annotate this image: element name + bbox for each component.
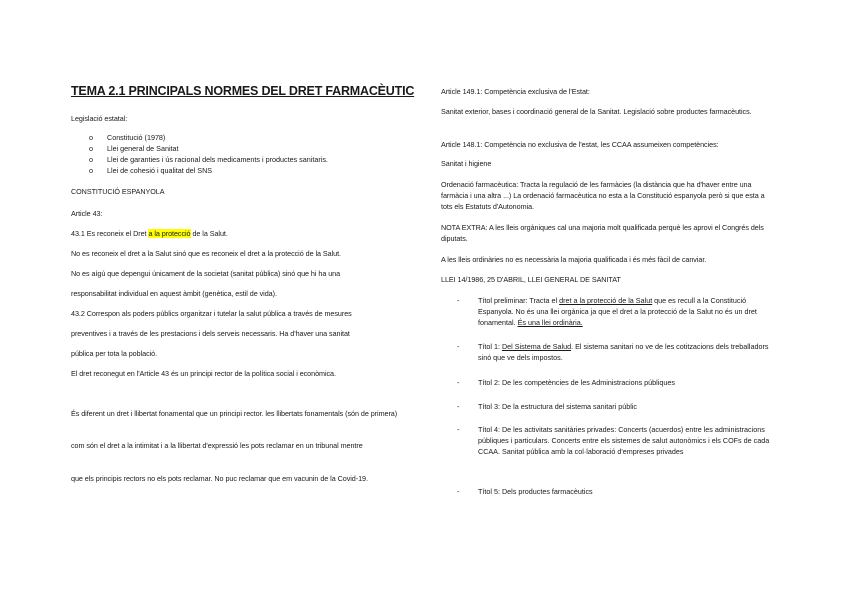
paragraph-43-1: 43.1 Es reconeix el Dret a la protecció de la Salut. [71,229,228,238]
llei-heading: LLEI 14/1986, 25 D'ABRIL, LLEI GENERAL DE SANITAT [441,275,621,284]
text-line: Sanitat i higiene [441,159,492,168]
bullet-icon: o [89,166,93,175]
text-line: pública per tota la població. [71,349,158,358]
bullet-icon: o [89,144,93,153]
dash-icon: - [457,402,460,411]
dash-icon: - [457,296,460,305]
article-148-heading: Article 148.1: Competència no exclusiva de l'estat, les CCAA assumeixen competències: [441,140,719,149]
list-item: o Llei de garanties i ús racional dels medicaments i productes sanitaris. [89,155,328,164]
text-line: No es reconeix el dret a la Salut sinó que es reconeix el dret a la protecció de la Salut. [71,249,341,258]
list-item: o Constitució (1978) [89,133,166,142]
bullet-icon: o [89,155,93,164]
legislation-list [89,132,328,176]
text-paragraph: Sanitat exterior, bases i coordinació general de la Sanitat. Legislació sobre productes farmacèutics. [441,107,752,116]
text-line: El dret reconegut en l'Article 43 és un principi rector de la política social i econòmica. [71,369,336,378]
dash-icon: - [457,378,460,387]
dash-icon: - [457,487,460,496]
text-paragraph: que els principis rectors no els pots reclamar. No puc reclamar que em vacunin de la Covid-19. [71,474,368,483]
text-line: preventives i a través de les prestacions i dels serveis necessaris. Ha d'haver una sanitat [71,329,350,338]
text-paragraph: És diferent un dret i llibertat fonamental que un principi rector. les llibertats fonamentals (són de primera) [71,409,398,418]
dash-icon: - [457,425,460,434]
nota-extra: NOTA EXTRA: A les lleis orgàniques cal una majoria molt qualificada perquè les aprovi el Congrés dels diputats. [441,223,764,243]
list-item: o Llei general de Sanitat [89,144,179,153]
text-line: responsabilitat individual en aquest àmbit (genètica, estil de vida). [71,289,277,298]
text-paragraph: Ordenació farmacèutica: Tracta la regulació de les farmàcies (la distància que ha d'haver entre una farmàcia i una altra ...) La ordenació farmacèutica no esta a la Constitució espanyola però si que esta a tots els Estatuts d'Autonomia. [441,180,765,211]
page-title: TEMA 2.1 PRINCIPALS NORMES DEL DRET FARMACÈUTIC [71,84,415,98]
constitucio-heading: CONSTITUCIÓ ESPANYOLA [71,187,165,196]
text-paragraph: com són el dret a la intimitat i a la llibertat d'expressió les pots reclamar en un tribunal mentre [71,441,363,450]
article-43-heading: Article 43: [71,209,103,218]
text-line: No es aígú que depengui únicament de la societat (sanitat pública) sinó que hi ha una [71,269,341,278]
article-149-heading: Article 149.1: Competència exclusiva de l'Estat: [441,87,590,96]
bullet-icon: o [89,133,93,142]
document-page: TEMA 2.1 PRINCIPALS NORMES DEL DRET FARMACÈUTIC Legislació estatal: o Constitució (1978) o Llei general de Sanitat o Llei de garanties i ús racional dels medicaments i productes sanitaris. o Llei de cohesió i qualitat del SNS CONSTITUCIÓ ESPANYOLA Article 43: 43.1 Es reconeix el Dret a la protecció de la Salut. No es reconeix el dret a la Salut sinó que es reconeix el dret a la protecció de la Salut. No es aígú que depengui únicament de la societat (sanitat pública) sinó que hi ha una responsabilitat individual en aquest àmbit (genètica, estil de vida). 43.2 Correspon als poders públics organitzar i tutelar la salut pública a través de mesures preventives i a través de les prestacions i dels serveis necessaris. Ha d'haver una sanitat pública per tota la població. El dret reconegut en l'Article 43 és un principi rector de la política social i econòmica. És diferent un dret i llibertat fonamental que un principi rector. les llibertats fonamentals (són de primera) com són el dret a la intimitat i a la llibertat d'expressió les pots reclamar en un tribunal mentre que els principis rectors no els pots reclamar. No puc reclamar que em vacunin de la Covid-19. Article 149.1: Competència exclusiva de l'Estat: Sanitat exterior, bases i coordinació general de la Sanitat. Legislació sobre productes farmacèutics. Article 148.1: Competència no exclusiva de l'estat, les CCAA assumeixen competències: Sanitat i higiene Ordenació farmacèutica: Tracta la regulació de les farmàcies (la distància que ha d'haver entre una farmàcia i una altra ...) La ordenació farmacèutica no esta a la Constitució espanyola però si que esta a tots els Estatuts d'Autonomia. NOTA EXTRA: A les lleis orgàniques cal una majoria molt qualificada perquè les aprovi el Congrés dels diputats. A les lleis ordinàries no es necessària la majoria qualificada i és més fàcil de canviar. LLEI 14/1986, 25 D'ABRIL, LLEI GENERAL DE SANITAT - Títol preliminar: Tracta el dret a la protecció de la Salut que es recull a la Constitució Espanyola. No és una llei orgànica ja que el dret a la protecció de la Salut no és un dret fonamental. És una llei ordinària. - Títol 1: Del Sistema de Salud. El sistema sanitari no ve de les cotitzacions dels treballadors sinó que ve dels impostos. - Títol 2: De les competències de les Administracions públiques - Títol 3: De la estructura del sistema sanitari públic - Títol 4: De les activitats sanitàries privades: Concerts (acuerdos) entre les administracions públiques i particulars. Concerts entre els sistemes de salut autonòmics i els COFs de cada CCAA. Sanitat pública amb la col·laboració d'empreses privades - Títol 5: Dels productes farmacèutics [0,0,848,599]
text-line: 43.2 Correspon als poders públics organitzar i tutelar la salut pública a través de mesures [71,309,352,318]
legislacio-label: Legislació estatal: [71,114,128,123]
list-item: o Llei de cohesió i qualitat del SNS [89,166,213,175]
highlighted-text: a la protecció [148,229,191,238]
text-line: A les lleis ordinàries no es necessària la majoria qualificada i és més fàcil de canviar. [441,255,707,264]
dash-icon: - [457,342,460,351]
